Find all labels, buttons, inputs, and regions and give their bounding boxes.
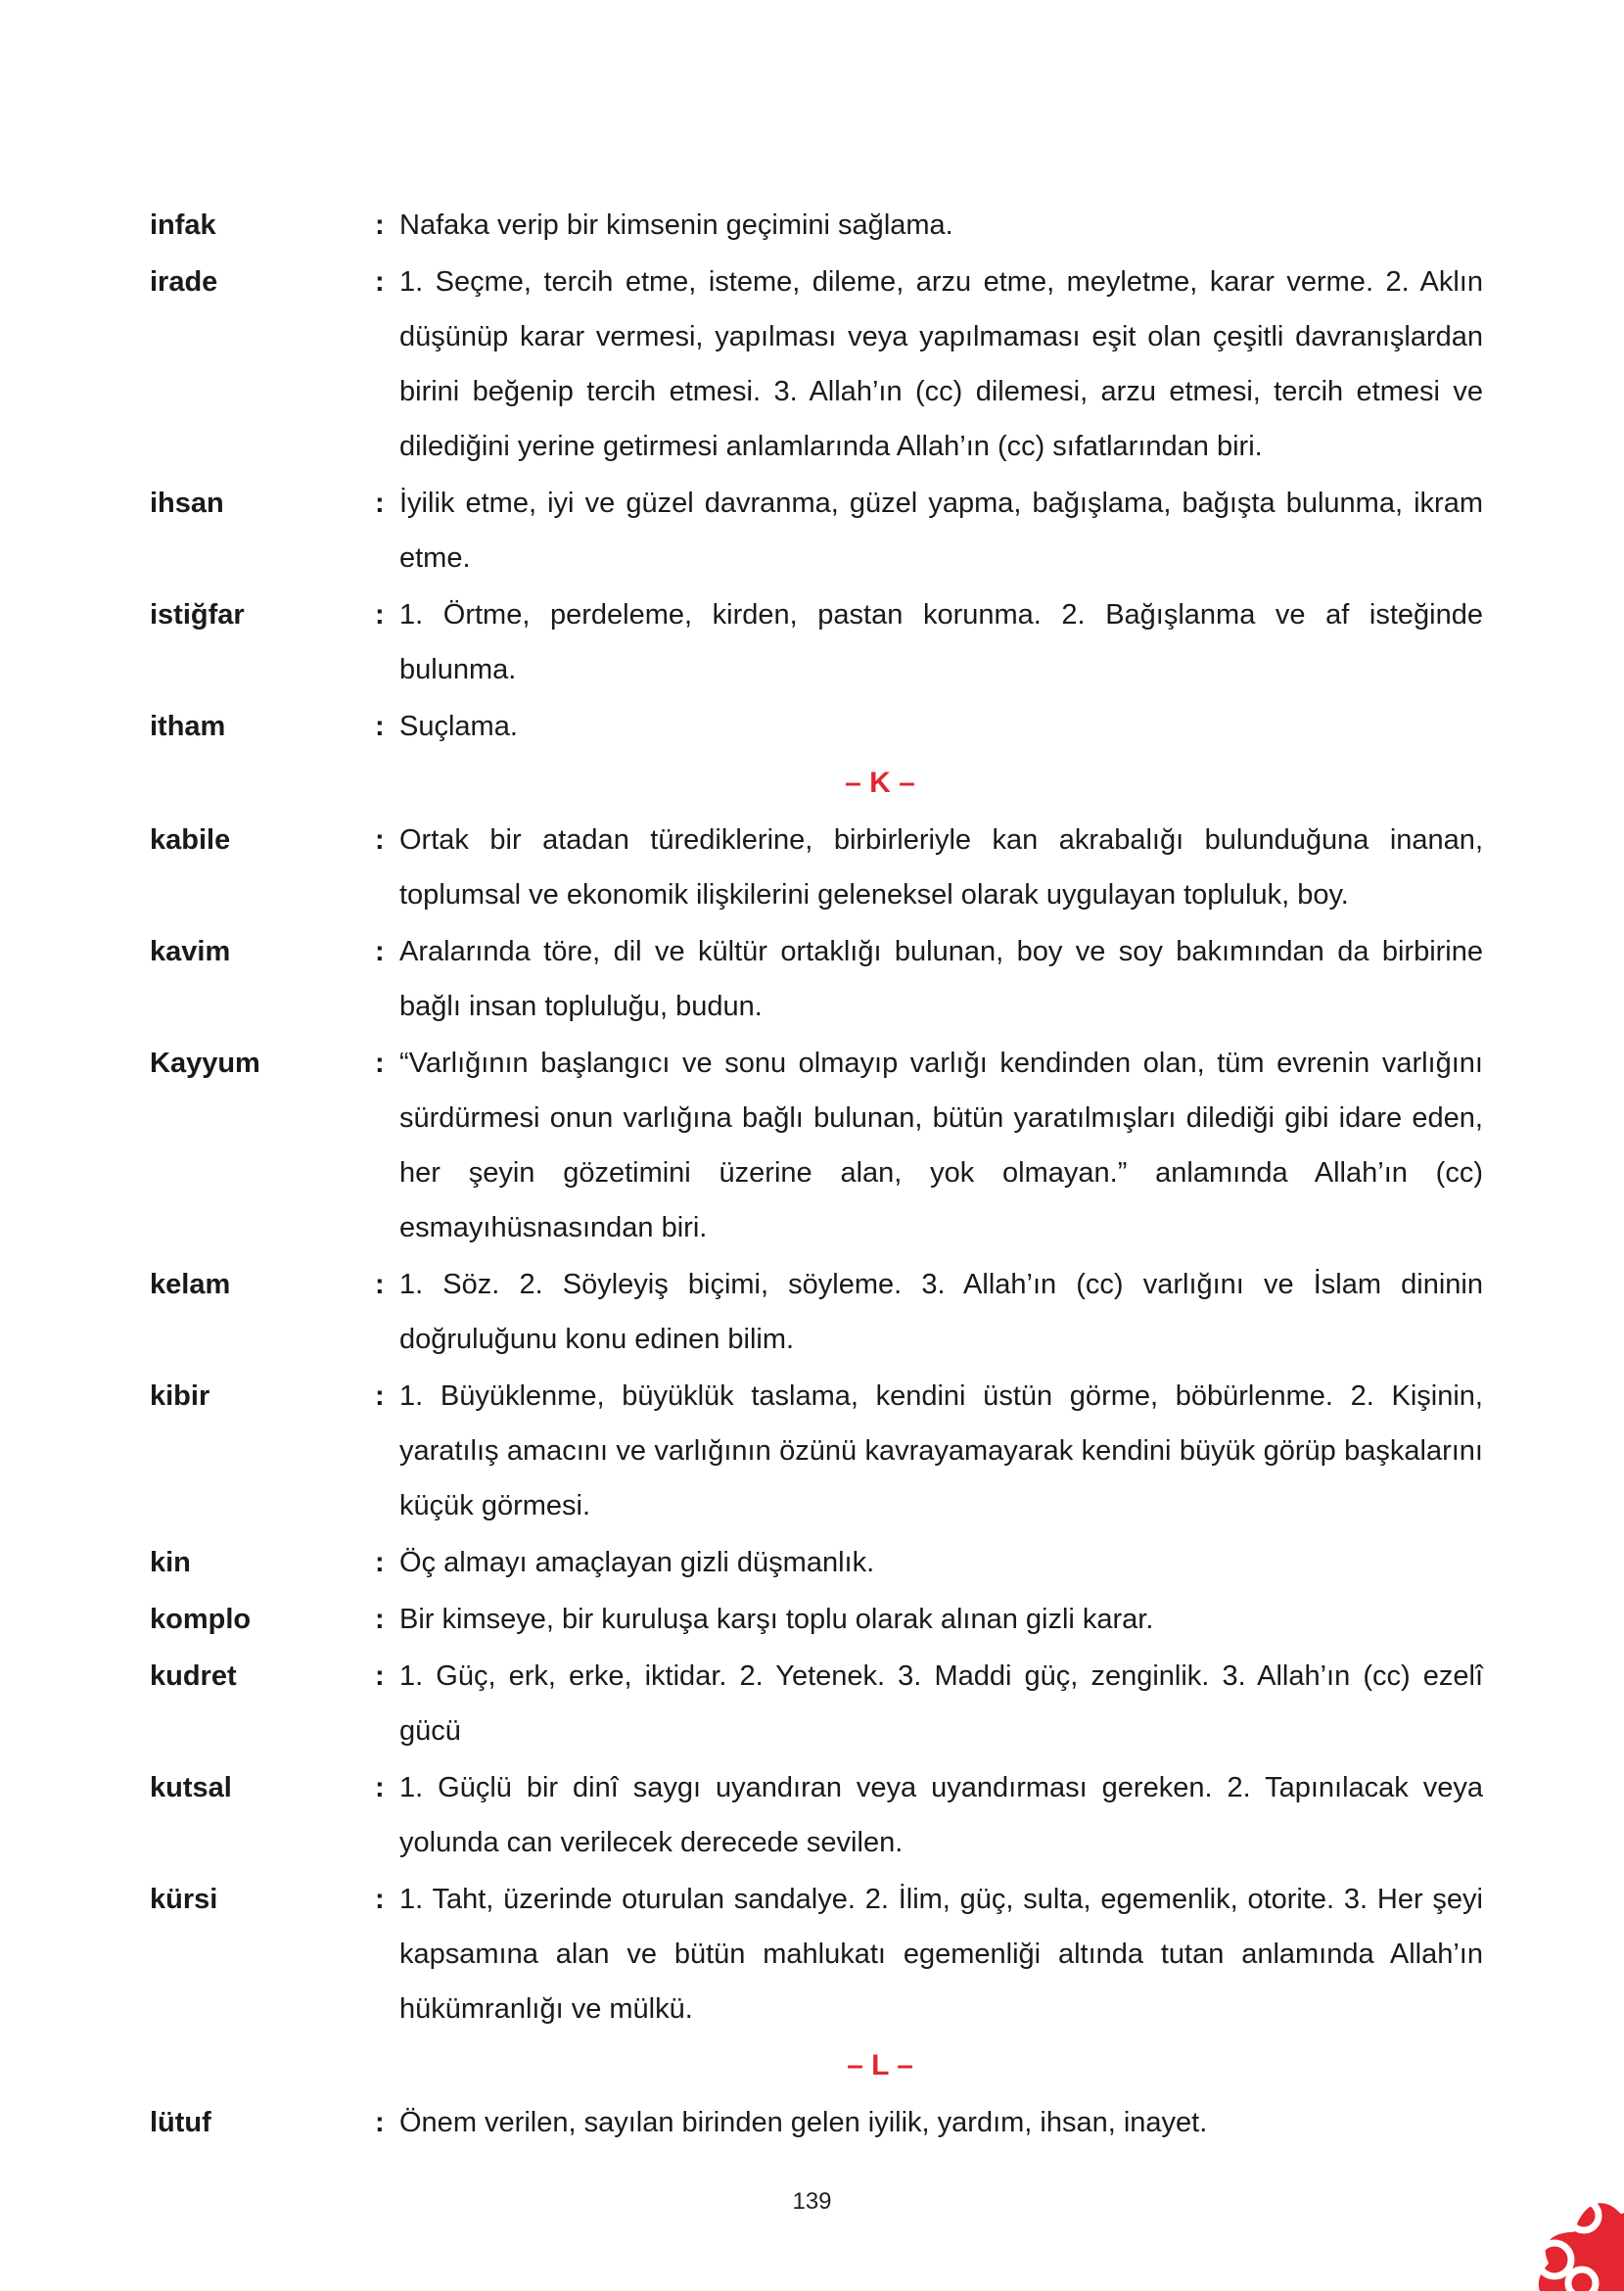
entry-definition: 1. Söz. 2. Söyleyiş biçimi, söyleme. 3. Allah’ın (cc) varlığını ve İslam dininin doğruluğunu konu edinen bilim.: [399, 1269, 1483, 1355]
entry-definition: 1. Taht, üzerinde oturulan sandalye. 2. İlim, güç, sulta, egemenlik, otorite. 3. Her şeyi kapsamına alan ve bütün mahlukatı egemenliği altında tutan anlamında Allah’ın hükümranlığı ve mülkü.: [399, 1884, 1483, 2025]
entry-term: Kayyum: [150, 1048, 260, 1079]
glossary-entry: [150, 1872, 1483, 2036]
entry-separator: :: [375, 1547, 385, 1578]
entry-definition: 1. Büyüklenme, büyüklük taslama, kendini üstün görme, böbürlenme. 2. Kişinin, yaratılış amacını ve varlığının özünü kavrayamayarak kendini büyük görüp başkalarını küçük görmesi.: [399, 1380, 1483, 1521]
entry-term: kavim: [150, 936, 231, 967]
glossary-entry: [150, 1760, 1483, 1870]
glossary-entry: [150, 587, 1483, 697]
entry-definition: Aralarında töre, dil ve kültür ortaklığı bulunan, boy ve soy bakımından da birbirine bağlı insan topluluğu, budun.: [399, 936, 1483, 1022]
entry-term: kin: [150, 1547, 191, 1578]
entry-separator: :: [375, 210, 385, 241]
entry-definition: Öç almayı amaçlayan gizli düşmanlık.: [399, 1547, 875, 1578]
entry-term: kutsal: [150, 1772, 232, 1803]
glossary-entry: [150, 1036, 1483, 1255]
entry-definition: 1. Örtme, perdeleme, kirden, pastan korunma. 2. Bağışlanma ve af isteğinde bulunma.: [399, 599, 1483, 685]
entry-term: kelam: [150, 1269, 231, 1300]
entry-term: itham: [150, 711, 226, 742]
flower-ornament-icon: [1459, 2115, 1624, 2291]
entry-term: ihsan: [150, 488, 224, 519]
entry-definition: Suçlama.: [399, 711, 518, 742]
entry-term: irade: [150, 266, 218, 298]
entry-definition: İyilik etme, iyi ve güzel davranma, güzel yapma, bağışlama, bağışta bulunma, ikram etme.: [399, 488, 1483, 574]
glossary-list: [150, 198, 1483, 2152]
glossary-entry: [150, 2095, 1483, 2150]
entry-definition: 1. Güçlü bir dinî saygı uyandıran veya uyandırması gereken. 2. Tapınılacak veya yolunda can verilecek derecede sevilen.: [399, 1772, 1483, 1858]
entry-term: lütuf: [150, 2107, 211, 2138]
entry-separator: :: [375, 824, 385, 856]
glossary-entry: [150, 924, 1483, 1034]
entry-separator: :: [375, 1660, 385, 1692]
glossary-entry: [150, 1535, 1483, 1590]
section-letter-heading: – L –: [847, 2049, 913, 2081]
entry-term: infak: [150, 210, 216, 241]
glossary-entry: [150, 1592, 1483, 1647]
entry-separator: :: [375, 711, 385, 742]
entry-term: komplo: [150, 1604, 252, 1635]
entry-separator: :: [375, 1048, 385, 1079]
entry-separator: :: [375, 936, 385, 967]
page-number: 139: [792, 2188, 832, 2215]
entry-separator: :: [375, 2107, 385, 2138]
entry-separator: :: [375, 488, 385, 519]
entry-term: kürsi: [150, 1884, 218, 1915]
glossary-entry: [150, 255, 1483, 474]
entry-separator: :: [375, 599, 385, 631]
entry-term: kibir: [150, 1380, 210, 1412]
entry-separator: :: [375, 1772, 385, 1803]
glossary-entry: [150, 198, 1483, 253]
section-letter-heading: – K –: [845, 767, 915, 799]
entry-term: istiğfar: [150, 599, 245, 631]
entry-separator: :: [375, 266, 385, 298]
glossary-entry: [150, 813, 1483, 922]
entry-definition: “Varlığının başlangıcı ve sonu olmayıp varlığı kendinden olan, tüm evrenin varlığını sürdürmesi onun varlığına bağlı bulunan, bütün yaratılmışları dilediği gibi idare eden, her şeyin gözetimini üzerine alan, yok olmayan.” anlamında Allah’ın (cc) esmayıhüsnasından biri.: [399, 1048, 1483, 1243]
entry-definition: Ortak bir atadan türediklerine, birbirleriyle kan akrabalığı bulunduğuna inanan, toplumsal ve ekonomik ilişkilerini geleneksel olarak uygulayan topluluk, boy.: [399, 824, 1483, 911]
glossary-entry: [150, 1257, 1483, 1367]
entry-separator: :: [375, 1269, 385, 1300]
entry-separator: :: [375, 1884, 385, 1915]
entry-definition: Nafaka verip bir kimsenin geçimini sağlama.: [399, 210, 953, 241]
entry-definition: 1. Güç, erk, erke, iktidar. 2. Yetenek. 3. Maddi güç, zenginlik. 3. Allah’ın (cc) ezelî gücü: [399, 1660, 1483, 1747]
entry-definition: Bir kimseye, bir kuruluşa karşı toplu olarak alınan gizli karar.: [399, 1604, 1154, 1635]
entry-term: kabile: [150, 824, 231, 856]
glossary-entry: [150, 1369, 1483, 1533]
entry-definition: Önem verilen, sayılan birinden gelen iyilik, yardım, ihsan, inayet.: [399, 2107, 1208, 2138]
entry-term: kudret: [150, 1660, 237, 1692]
glossary-entry: [150, 476, 1483, 585]
glossary-entry: [150, 1649, 1483, 1758]
entry-separator: :: [375, 1380, 385, 1412]
entry-definition: 1. Seçme, tercih etme, isteme, dileme, arzu etme, meyletme, karar verme. 2. Aklın düşünüp karar vermesi, yapılması veya yapılmaması eşit olan çeşitli davranışlardan birini beğenip tercih etmesi. 3. Allah’ın (cc) dilemesi, arzu etmesi, tercih etmesi ve dilediğini yerine getirmesi anlamlarında Allah’ın (cc) sıfatlarından biri.: [399, 266, 1483, 462]
glossary-entry: [150, 699, 1483, 754]
entry-separator: :: [375, 1604, 385, 1635]
